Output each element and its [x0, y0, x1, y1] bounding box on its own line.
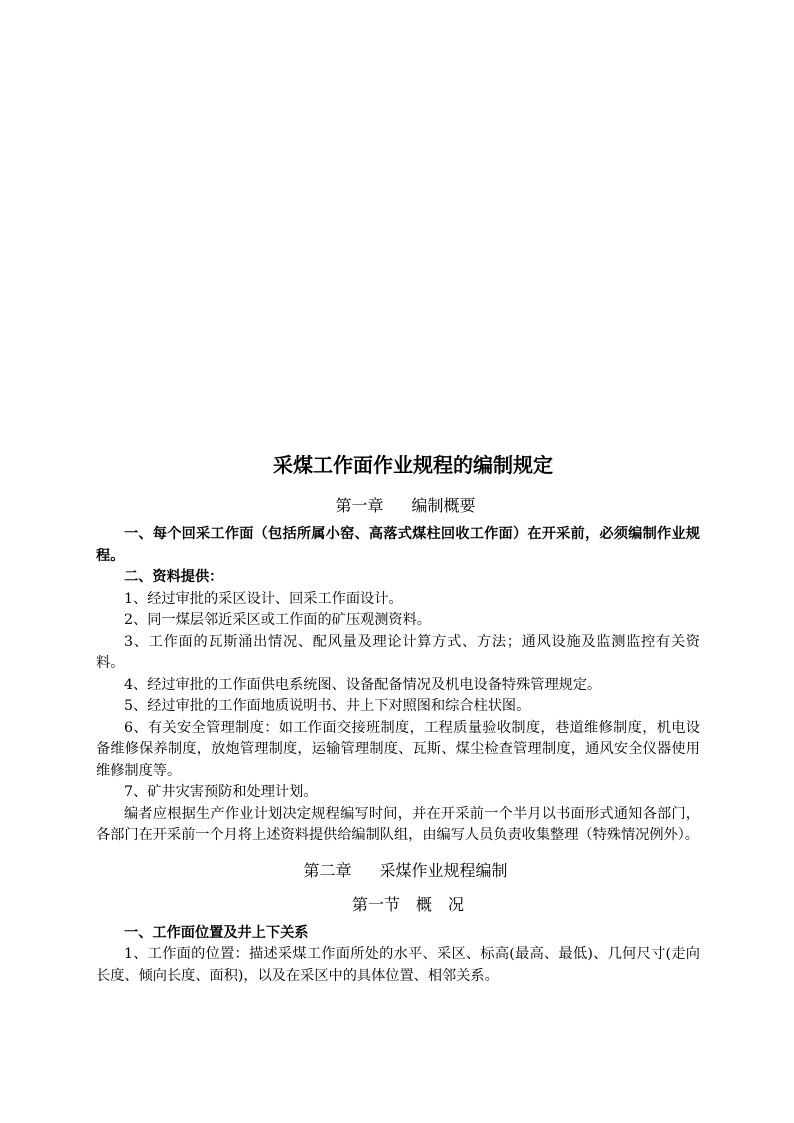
- list-item: 7、矿井灾害预防和处理计划。: [124, 784, 318, 800]
- chapter-1-number: 第一章: [335, 496, 384, 515]
- document-page: [96, 448, 700, 987]
- chapter-1-name: 编制概要: [411, 496, 476, 515]
- note-paragraph: 编者应根据生产作业计划决定规程编写时间，并在开采前一个半月以书面形式通知各部门，各部门在开采前一个月将上述资料提供给编制队组，由编写人员负责收集整理（特殊情况例外）。: [96, 805, 700, 843]
- list-item: 2、同一煤层邻近采区或工作面的矿压观测资料。: [124, 612, 431, 628]
- item-2-heading: 二、资料提供：: [124, 569, 224, 585]
- list-item: 5、经过审批的工作面地质说明书、井上下对照图和综合柱状图。: [124, 698, 531, 714]
- chapter-1-heading: [96, 494, 700, 518]
- document-title: 采煤工作面作业规程的编制规定: [273, 453, 553, 477]
- list-item: 3、工作面的瓦斯涌出情况、配风量及理论计算方式、方法；通风设施及监测监控有关资料。: [96, 633, 700, 671]
- section-item-1-heading: 一、工作面位置及井上下关系: [124, 924, 309, 941]
- chapter-2-number: 第二章: [303, 860, 352, 880]
- chapter-2-name: 采煤作业规程编制: [379, 860, 508, 880]
- list-item: 4、经过审批的工作面供电系统图、设备配备情况及机电设备特殊管理规定。: [124, 676, 602, 693]
- item-1-paragraph: 一、每个回采工作面（包括所属小窑、高落式煤柱回收工作面）在开采前，必须编制作业规程。: [96, 526, 700, 564]
- section-1-number: 第一节: [351, 894, 400, 914]
- section-1-name-b: 况: [448, 894, 465, 914]
- section-paragraph-1: 1、工作面的位置：描述采煤工作面所处的水平、采区、标高(最高、最低)、几何尺寸(走向长度、倾向长度、面积)，以及在采区中的具体位置、相邻关系。: [96, 946, 700, 984]
- section-1-heading: [96, 893, 700, 917]
- list-item: 1、经过审批的采区设计、回采工作面设计。: [124, 590, 403, 607]
- list-item: 6、有关安全管理制度：如工作面交接班制度，工程质量验收制度，巷道维修制度，机电设备维修保养制度，放炮管理制度，运输管理制度、瓦斯、煤尘检查管理制度，通风安全仪器使用维修制度等。: [96, 719, 700, 779]
- chapter-2-heading: [96, 859, 700, 883]
- section-1-name-a: 概: [415, 894, 432, 914]
